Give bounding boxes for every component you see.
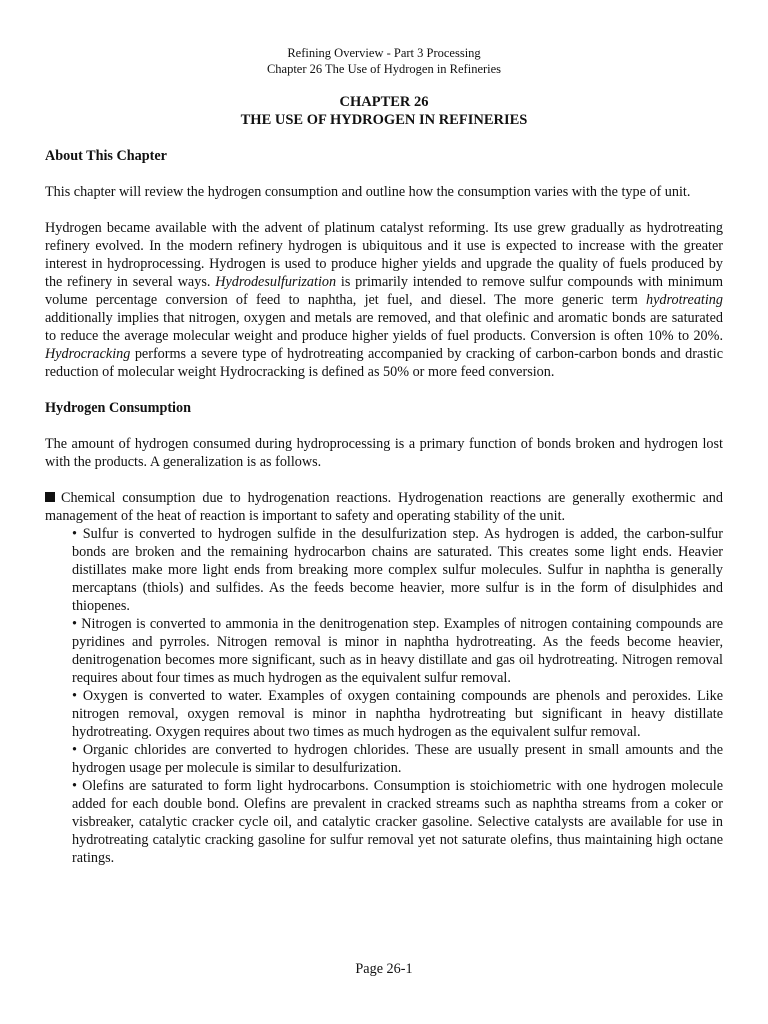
term-hydrocracking: Hydrocracking: [45, 346, 131, 362]
bullet-item-nitrogen: • Nitrogen is converted to ammonia in the denitrogenation step. Examples of nitrogen containing compounds are pyridines and pyrroles. Nitrogen removal is minor in naphtha hydrotreating. As the feeds become heavier, denitrogenation becomes more significant, such as in heavy distillate and gas oil hydrotreating. Nitrogen removal requires about four times as much hydrogen as the equivalent sulfur removal.: [72, 616, 723, 686]
bullet-item-olefins: • Olefins are saturated to form light hydrocarbons. Consumption is stoichiometric with one hydrogen molecule added for each double bond. Olefins are prevalent in cracked streams such as naphtha streams from a coker or visbreaker, catalytic cracker cycle oil, and catalytic cracker gasoline. Selective catalysts are available for use in hydrotreating catalytic cracking gasoline for sulfur removal yet not saturate olefins, thus maintaining high octane ratings.: [72, 778, 723, 866]
running-header-line-2: Chapter 26 The Use of Hydrogen in Refineries: [266, 62, 502, 76]
bullet-item-sulfur: • Sulfur is converted to hydrogen sulfide in the desulfurization step. As hydrogen is added, the carbon-sulfur bonds are broken and the remaining hydrocarbon chains are saturated. This creates some light ends. Heavier distillates make more light ends from breaking more complex sulfur molecules. Sulfur in naphtha is generally mercaptans (thiols) and sulfides. As the feeds become heavier, more sulfur is in the form of disulphides and thiopenes.: [72, 526, 723, 614]
page-number: Page 26-1: [355, 961, 413, 977]
term-hydrotreating: hydrotreating: [646, 292, 723, 308]
consumption-intro-paragraph: The amount of hydrogen consumed during hydroprocessing is a primary function of bonds broken and hydrogen lost with the products. A generalization is as follows.: [45, 436, 723, 470]
chapter-number: CHAPTER 26: [339, 94, 429, 110]
bullet-item-chlorides: • Organic chlorides are converted to hydrogen chlorides. These are usually present in small amounts and the hydrogen usage per molecule is similar to desulfurization.: [72, 742, 723, 776]
bullet-item-oxygen: • Oxygen is converted to water. Examples of oxygen containing compounds are phenols and peroxides. Like nitrogen removal, oxygen removal is minor in naphtha hydrotreating but significant in heavy distillate hydrotreating. Oxygen requires about two times as much hydrogen as the equivalent sulfur removal.: [72, 688, 723, 740]
running-header-line-1: Refining Overview - Part 3 Processing: [287, 46, 481, 60]
square-bullet-icon: [45, 492, 55, 502]
running-header: [45, 45, 723, 77]
section-heading-about: About This Chapter: [45, 148, 167, 164]
section-heading-consumption: Hydrogen Consumption: [45, 400, 191, 416]
chapter-heading: [45, 93, 723, 129]
about-intro-paragraph: This chapter will review the hydrogen consumption and outline how the consumption varies with the type of unit.: [45, 184, 691, 200]
chapter-title: THE USE OF HYDROGEN IN REFINERIES: [240, 112, 528, 128]
hydrogen-history-paragraph: Hydrogen became available with the advent of platinum catalyst reforming. Its use grew gradually as hydrotreating refinery evolved. In the modern refinery hydrogen is ubiquitous and it use is expected to increase with the greater interest in hydroprocessing. Hydrogen is used to produce higher yields and upgrade the quality of fuels produced by the refinery in several ways. Hydrodesulfurization is primarily intended to remove sulfur compounds with minimum volume percentage conversion of feed to naphtha, jet fuel, and diesel. The more generic term hydrotreating additionally implies that nitrogen, oxygen and metals are removed, and that olefinic and aromatic bonds are saturated to reduce the average molecular weight and produce higher yields of fuel products. Conversion is often 10% to 20%. Hydrocracking performs a severe type of hydrotreating accompanied by cracking of carbon-carbon bonds and drastic reduction of molecular weight Hydrocracking is defined as 50% or more feed conversion.: [45, 220, 723, 380]
term-hydrodesulfurization: Hydrodesulfurization: [215, 274, 337, 290]
chemical-consumption-paragraph: Chemical consumption due to hydrogenation reactions. Hydrogenation reactions are generally exothermic and management of the heat of reaction is important to safety and operating stability of the unit.: [45, 490, 723, 524]
